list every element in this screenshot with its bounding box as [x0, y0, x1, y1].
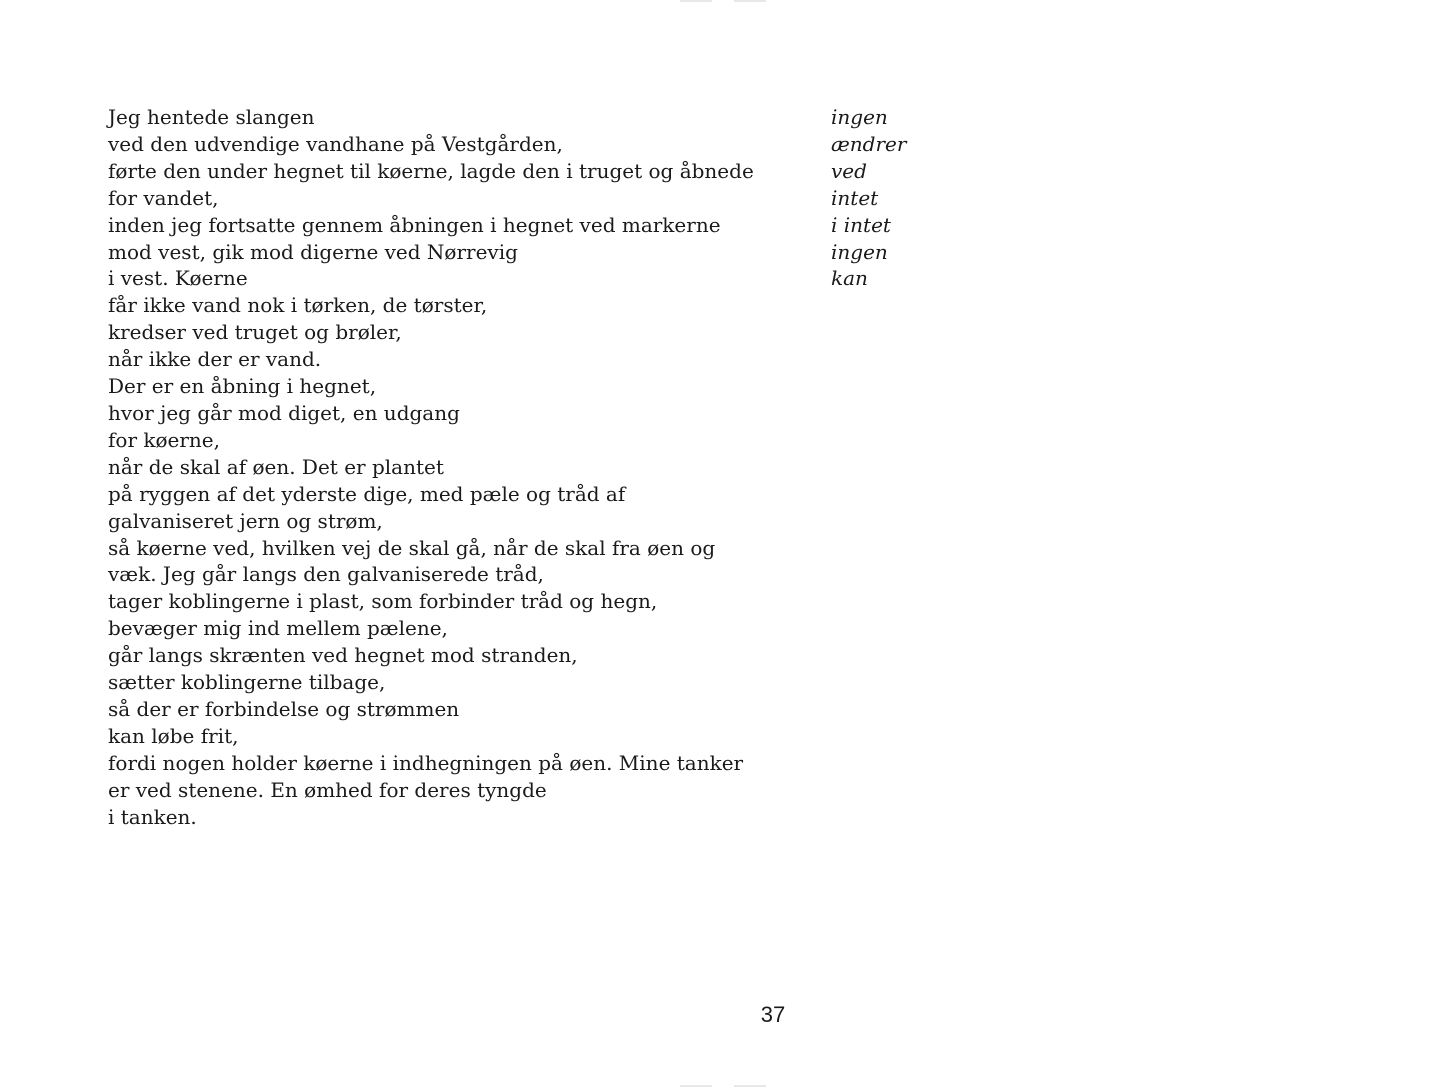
poem-line: Der er en åbning i hegnet, — [108, 374, 377, 399]
poem-line: på ryggen af det yderste dige, med pæle og tråd af — [108, 481, 626, 506]
poem-line: er ved stenene. En ømhed for deres tyngde — [108, 777, 547, 802]
poem-line: så køerne ved, hvilken vej de skal gå, når de skal fra øen og — [108, 535, 716, 560]
margin-words-column — [831, 104, 1031, 292]
poem-line: fordi nogen holder køerne i indhegningen på øen. Mine tanker — [108, 750, 744, 775]
poem-line: galvaniseret jern og strøm, — [108, 508, 383, 533]
margin-word: ingen — [831, 239, 888, 264]
poem-line: Jeg hentede slangen — [108, 105, 315, 129]
poem-line: får ikke vand nok i tørken, de tørster, — [108, 293, 488, 318]
poem-line: inden jeg fortsatte gennem åbningen i hegnet ved markerne — [108, 212, 721, 237]
poem-line: for vandet, — [108, 185, 219, 210]
poem-line: når ikke der er vand. — [108, 347, 322, 372]
poem-line: bevæger mig ind mellem pælene, — [108, 616, 448, 641]
poem-line: kan løbe frit, — [108, 723, 239, 748]
poem-body — [108, 104, 754, 830]
poem-line: for køerne, — [108, 427, 220, 452]
poem-line: hvor jeg går mod diget, en udgang — [108, 400, 460, 425]
poem-line: så der er forbindelse og strømmen — [108, 696, 460, 721]
poem-line: ved den udvendige vandhane på Vestgården, — [108, 131, 563, 156]
page-number: 37 — [760, 1002, 786, 1027]
margin-word: ændrer — [831, 131, 907, 156]
poem-line: når de skal af øen. Det er plantet — [108, 454, 444, 479]
poem-line: i tanken. — [108, 804, 197, 829]
poem-line: går langs skrænten ved hegnet mod stranden, — [108, 643, 578, 668]
poem-line: tager koblingerne i plast, som forbinder tråd og hegn, — [108, 589, 658, 614]
margin-word: i intet — [831, 212, 891, 237]
margin-word: intet — [831, 185, 879, 210]
poem-line: kredser ved truget og brøler, — [108, 320, 402, 345]
margin-word: ved — [831, 158, 867, 183]
crop-mark-top-right — [734, 0, 766, 2]
poem-line: mod vest, gik mod digerne ved Nørrevig — [108, 239, 518, 264]
poem-line: væk. Jeg går langs den galvaniserede tråd, — [108, 562, 544, 587]
margin-word: kan — [831, 266, 868, 291]
crop-mark-top-left — [680, 0, 712, 2]
poem-line: i vest. Køerne — [108, 266, 248, 291]
margin-word: ingen — [831, 105, 888, 129]
poem-line: førte den under hegnet til køerne, lagde den i truget og åbnede — [108, 158, 754, 183]
poem-line: sætter koblingerne tilbage, — [108, 670, 386, 695]
